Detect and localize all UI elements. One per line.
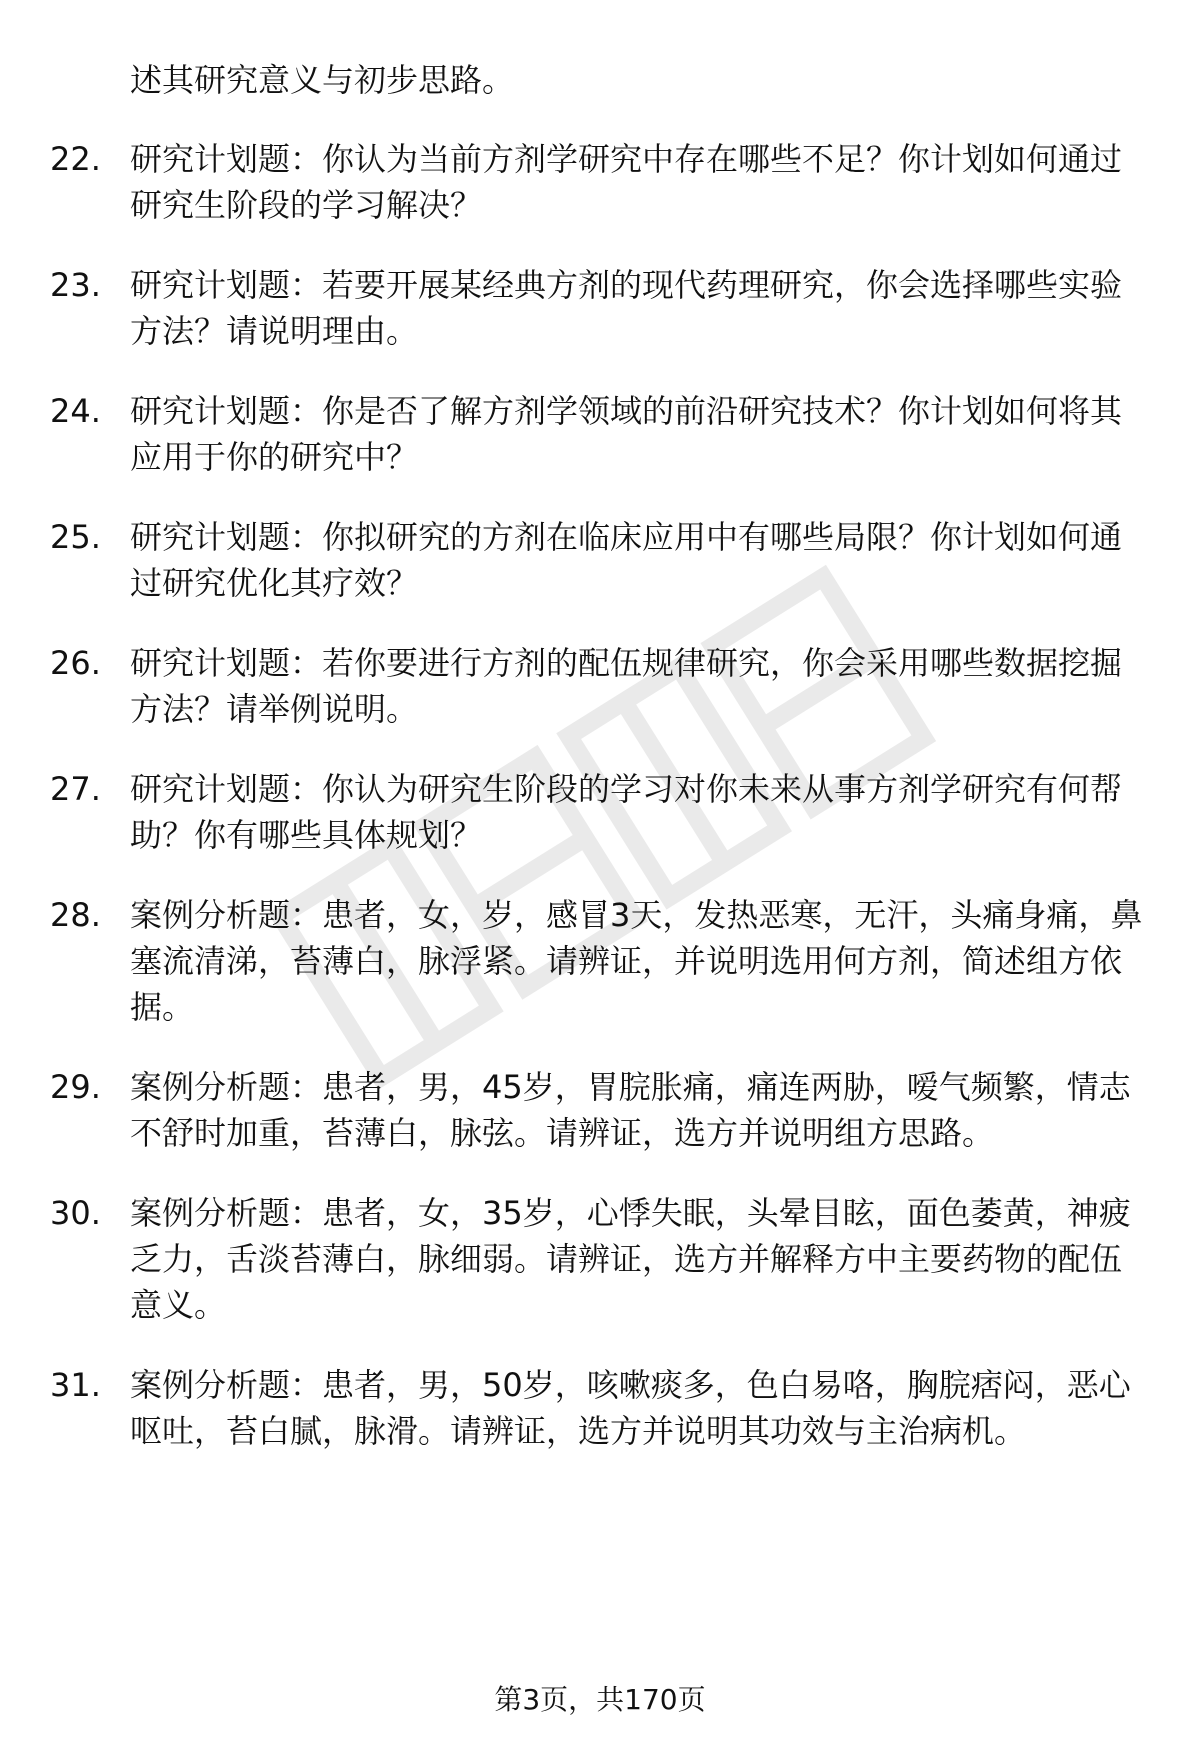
question-number: 23. [50,266,101,304]
question-item [0,514,1200,606]
question-number: 31. [50,1366,101,1404]
question-text: 案例分析题：患者，男，45岁，胃脘胀痛，痛连两胁，嗳气频繁，情志不舒时加重，苔薄白，脉弦。请辨证，选方并说明组方思路。 [130,1068,1131,1152]
question-item [0,1064,1200,1156]
question-text: 案例分析题：患者，男，50岁，咳嗽痰多，色白易咯，胸脘痞闷，恶心呕吐，苔白腻，脉滑。请辨证，选方并说明其功效与主治病机。 [130,1366,1131,1450]
question-number: 30. [50,1194,101,1232]
question-text: 案例分析题：患者，女，岁，感冒3天，发热恶寒，无汗，头痛身痛，鼻塞流清涕，苔薄白，脉浮紧。请辨证，并说明选用何方剂，简述组方依据。 [130,896,1143,1026]
question-number: 28. [50,896,101,934]
question-number: 27. [50,770,101,808]
question-text: 研究计划题：你认为研究生阶段的学习对你未来从事方剂学研究有何帮助？你有哪些具体规划？ [130,770,1123,854]
question-text: 研究计划题：若你要进行方剂的配伍规律研究，你会采用哪些数据挖掘方法？请举例说明。 [130,644,1123,728]
question-text: 研究计划题：你拟研究的方剂在临床应用中有哪些局限？你计划如何通过研究优化其疗效？ [130,518,1123,602]
question-item [0,1190,1200,1328]
question-item [0,1362,1200,1454]
question-item [0,640,1200,732]
question-text: 研究计划题：你是否了解方剂学领域的前沿研究技术？你计划如何将其应用于你的研究中？ [130,392,1123,476]
question-number: 26. [50,644,101,682]
question-list [0,136,1200,1488]
question-text: 研究计划题：若要开展某经典方剂的现代药理研究，你会选择哪些实验方法？请说明理由。 [130,266,1123,350]
question-text: 研究计划题：你认为当前方剂学研究中存在哪些不足？你计划如何通过研究生阶段的学习解决？ [130,140,1123,224]
question-text: 案例分析题：患者，女，35岁，心悸失眠，头晕目眩，面色萎黄，神疲乏力，舌淡苔薄白，脉细弱。请辨证，选方并解释方中主要药物的配伍意义。 [130,1194,1131,1324]
continuation-text: 述其研究意义与初步思路。 [130,61,515,99]
question-item [0,766,1200,858]
question-number: 25. [50,518,101,556]
question-number: 24. [50,392,101,430]
question-item [0,262,1200,354]
page-footer: 第3页，共170页 [494,1683,706,1716]
question-number: 29. [50,1068,101,1106]
question-number: 22. [50,140,101,178]
question-item [0,388,1200,480]
question-item [0,136,1200,228]
question-item [0,892,1200,1030]
